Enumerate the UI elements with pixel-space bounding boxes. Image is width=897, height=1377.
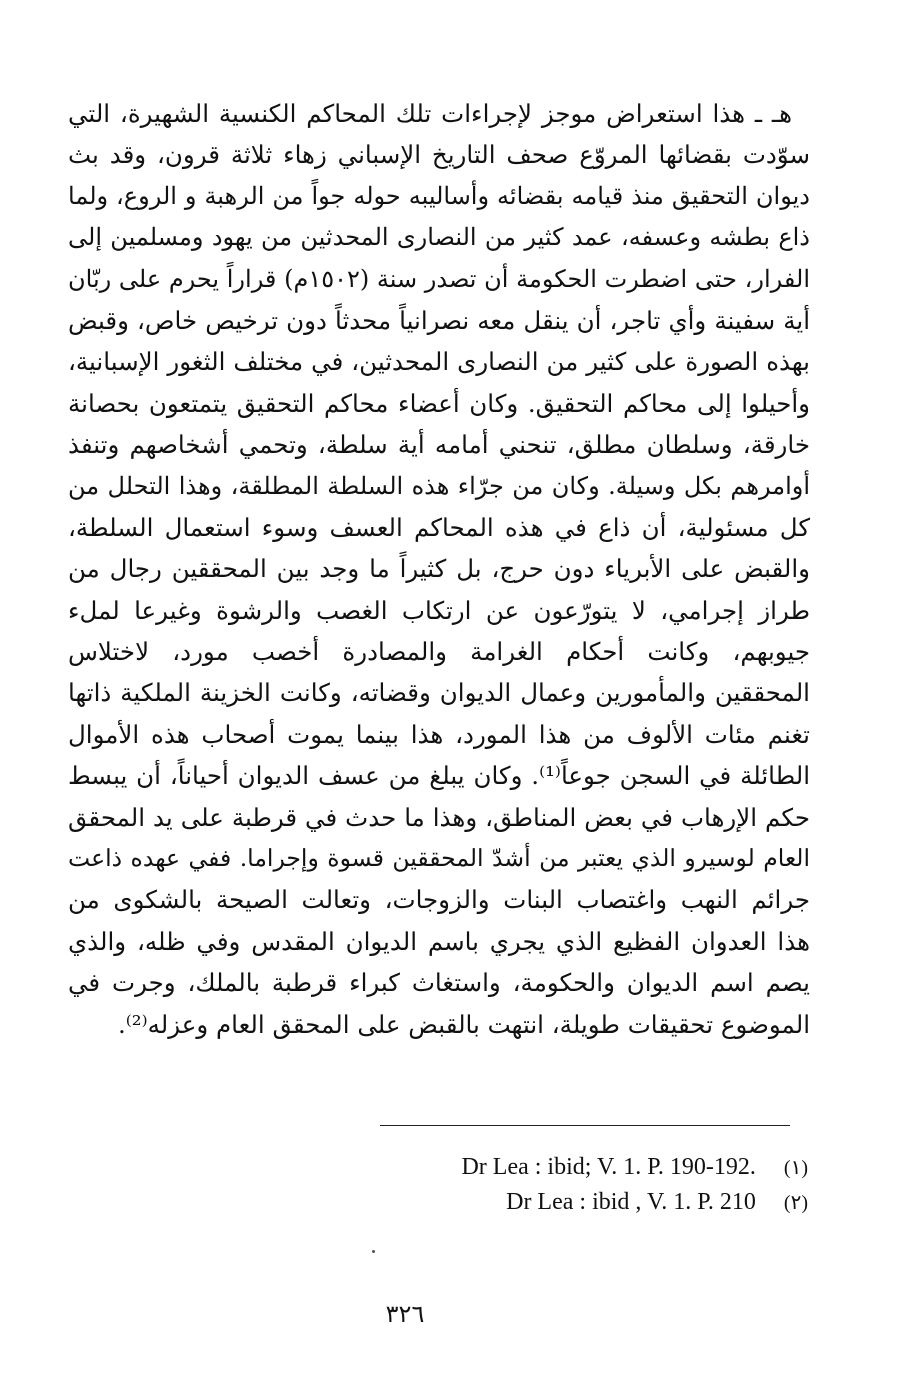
paragraph-line: أية سفينة وأي تاجر، أن ينقل معه نصرانياً محدثاً دون ترخيص خاص، وقبض <box>68 305 810 335</box>
paragraph-line: جرائم النهب واغتصاب البنات والزوجات، وتعالت الصيحة بالشكوى من <box>68 885 810 915</box>
paragraph-line: كل مسئولية، أن ذاع في هذه المحاكم العسف وسوء استعمال السلطة، <box>68 512 810 542</box>
footnote-2 <box>300 1185 808 1220</box>
paragraph-line: والقبض على الأبرياء دون حرج، بل كثيراً ما وجد بين المحققين رجال من <box>68 554 810 584</box>
paragraph-line: وأحيلوا إلى محاكم التحقيق. وكان أعضاء محاكم التحقيق يتمتعون بحصانة <box>68 388 810 418</box>
paragraph-line: طراز إجرامي، لا يتورّعون عن ارتكاب الغصب والرشوة وغيرعا لملء <box>68 595 810 625</box>
paragraph-line: أوامرهم بكل وسيلة. وكان من جرّاء هذه السلطة المطلقة، وهذا التحلل من <box>68 471 810 500</box>
page-number: ٣٢٦ <box>385 1300 425 1328</box>
footnote-1 <box>300 1150 808 1185</box>
stray-mark <box>372 1250 375 1253</box>
paragraph-line: يصم اسم الديوان والحكومة، واستغاث كبراء قرطبة بالملك، وجرت في <box>68 968 810 998</box>
footnote-2-text: Dr Lea : ibid , V. 1. P. 210 <box>506 1189 756 1215</box>
paragraph-line: هذا العدوان الفظيع الذي يجري باسم الديوان المقدس وفي ظله، والذي <box>68 926 810 956</box>
footnotes <box>300 1150 808 1220</box>
paragraph-line: الطائلة في السجن جوعاً⁽¹⁾. وكان يبلغ من عسف الديوان أحياناً، أن يبسط <box>68 761 811 791</box>
paragraph-line: بهذه الصورة على كثير من النصارى المحدثين، في مختلف الثغور الإسبانية، <box>68 347 810 377</box>
paragraph-line: خارقة، وسلطان مطلق، تنحني أمامه أية سلطة، وتحمي أشخاصهم وتنفذ <box>68 430 810 460</box>
paragraph-line: المحققين والمأمورين وعمال الديوان وقضاته، وكانت الخزينة الملكية ذاتها <box>68 678 810 708</box>
paragraph-line: العام لوسيرو الذي يعتبر من أشدّ المحققين قسوة وإجراما. ففي عهده ذاعت <box>68 844 810 873</box>
footnote-1-text: Dr Lea : ibid; V. 1. P. 190-192. <box>461 1154 756 1180</box>
paragraph-line: الموضوع تحقيقات طويلة، انتهت بالقبض على المحقق العام وعزله⁽²⁾. <box>117 1009 810 1039</box>
paragraph-line: سوّدت بقضائها المروّع صحف التاريخ الإسباني زهاء ثلاثة قرون، وقد بث <box>68 140 810 170</box>
footnote-separator <box>380 1125 790 1126</box>
paragraph-line: الفرار، حتى اضطرت الحكومة أن تصدر سنة (١٥٠٢م) قراراً يحرم على ربّان <box>68 264 810 293</box>
paragraph-line: تغنم مئات الألوف من هذا المورد، هذا بينما يموت أصحاب هذه الأموال <box>68 719 810 749</box>
footnote-1-number: (١) <box>783 1157 808 1179</box>
paragraph-line: هـ ـ هذا استعراض موجز لإجراءات تلك المحاكم الكنسية الشهيرة، التي <box>68 99 792 128</box>
paragraph-line: جيوبهم، وكانت أحكام الغرامة والمصادرة أخصب مورد، لاختلاس <box>68 637 810 667</box>
paragraph-line: ديوان التحقيق منذ قيامه بقضائه وأساليبه حوله جواً من الرهبة و الروع، ولما <box>68 181 810 210</box>
footnote-2-number: (٢) <box>783 1192 808 1214</box>
paragraph-line: حكم الإرهاب في بعض المناطق، وهذا ما حدث في قرطبة على يد المحقق <box>68 802 810 832</box>
main-paragraph <box>68 93 810 1045</box>
paragraph-line: ذاع بطشه وعسفه، عمد كثير من النصارى المحدثين من يهود ومسلمين إلى <box>68 223 810 252</box>
